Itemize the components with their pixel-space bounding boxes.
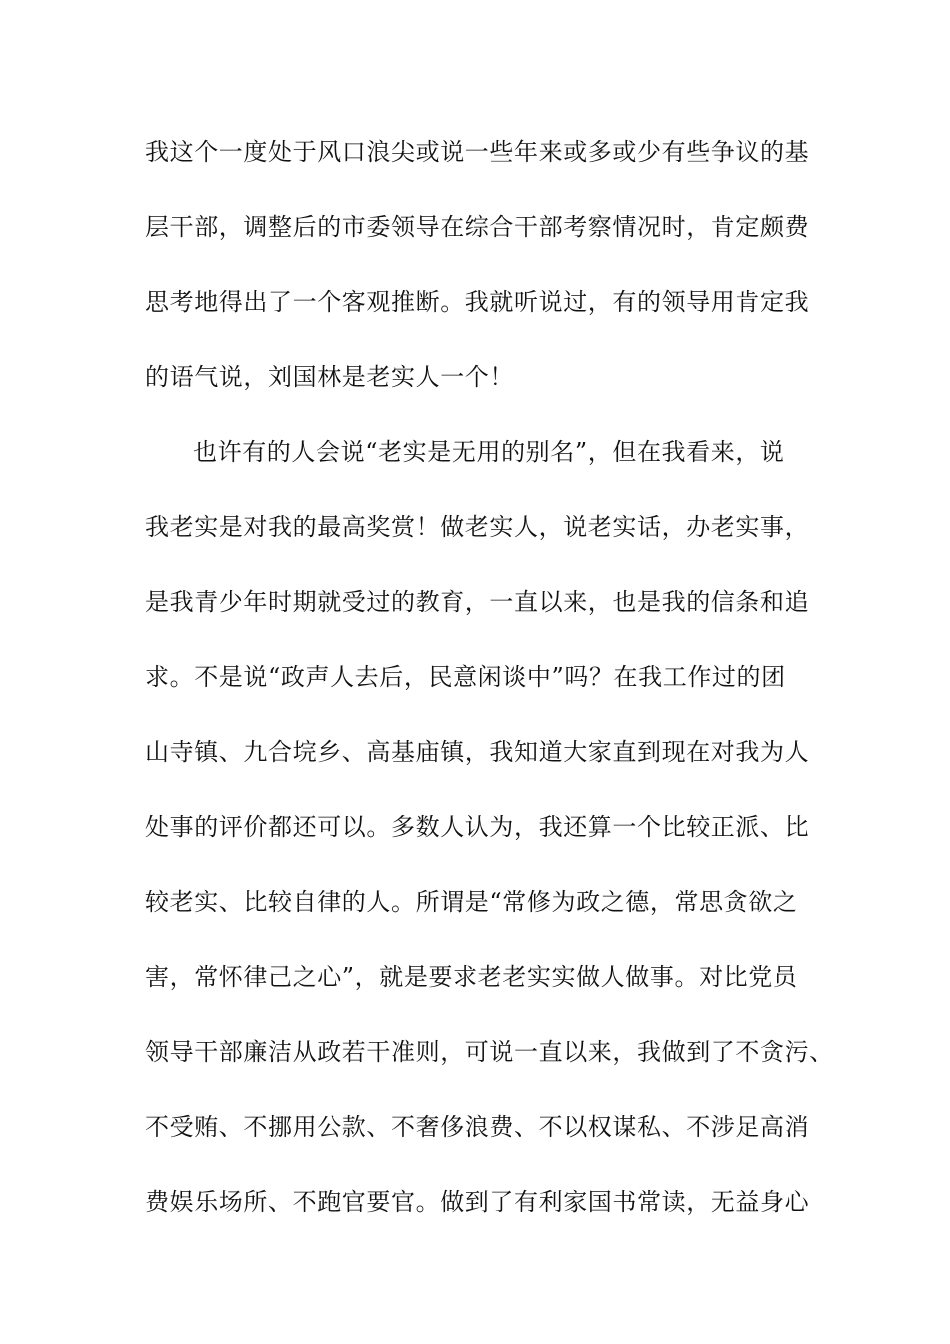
text-line: 求。不是说“政声人去后，民意闲谈中”吗？在我工作过的团 bbox=[145, 663, 786, 691]
paragraph-first-line: 也许有的人会说“老实是无用的别名”，但在我看来，说 bbox=[193, 438, 785, 466]
text-line: 的语气说，刘国林是老实人一个！ bbox=[145, 363, 514, 391]
text-line: 是我青少年时期就受过的教育，一直以来，也是我的信条和追 bbox=[145, 588, 810, 616]
text-line: 领导干部廉洁从政若干准则，可说一直以来，我做到了不贪污、 bbox=[145, 1038, 834, 1066]
text-line: 处事的评价都还可以。多数人认为，我还算一个比较正派、比 bbox=[145, 813, 810, 841]
text-line: 思考地得出了一个客观推断。我就听说过，有的领导用肯定我 bbox=[145, 288, 810, 316]
text-line: 害，常怀律己之心”，就是要求老老实实做人做事。对比党员 bbox=[145, 963, 798, 991]
text-line: 山寺镇、九合垸乡、高基庙镇，我知道大家直到现在对我为人 bbox=[145, 738, 810, 766]
text-line: 层干部，调整后的市委领导在综合干部考察情况时，肯定颇费 bbox=[145, 213, 810, 241]
text-line: 我老实是对我的最高奖赏！做老实人，说老实话，办老实事， bbox=[145, 513, 810, 541]
text-line: 我这个一度处于风口浪尖或说一些年来或多或少有些争议的基 bbox=[145, 138, 810, 166]
text-line: 较老实、比较自律的人。所谓是“常修为政之德，常思贪欲之 bbox=[145, 888, 798, 916]
text-line: 费娱乐场所、不跑官要官。做到了有利家国书常读，无益身心 bbox=[145, 1188, 810, 1216]
text-line: 不受贿、不挪用公款、不奢侈浪费、不以权谋私、不涉足高消 bbox=[145, 1113, 810, 1141]
